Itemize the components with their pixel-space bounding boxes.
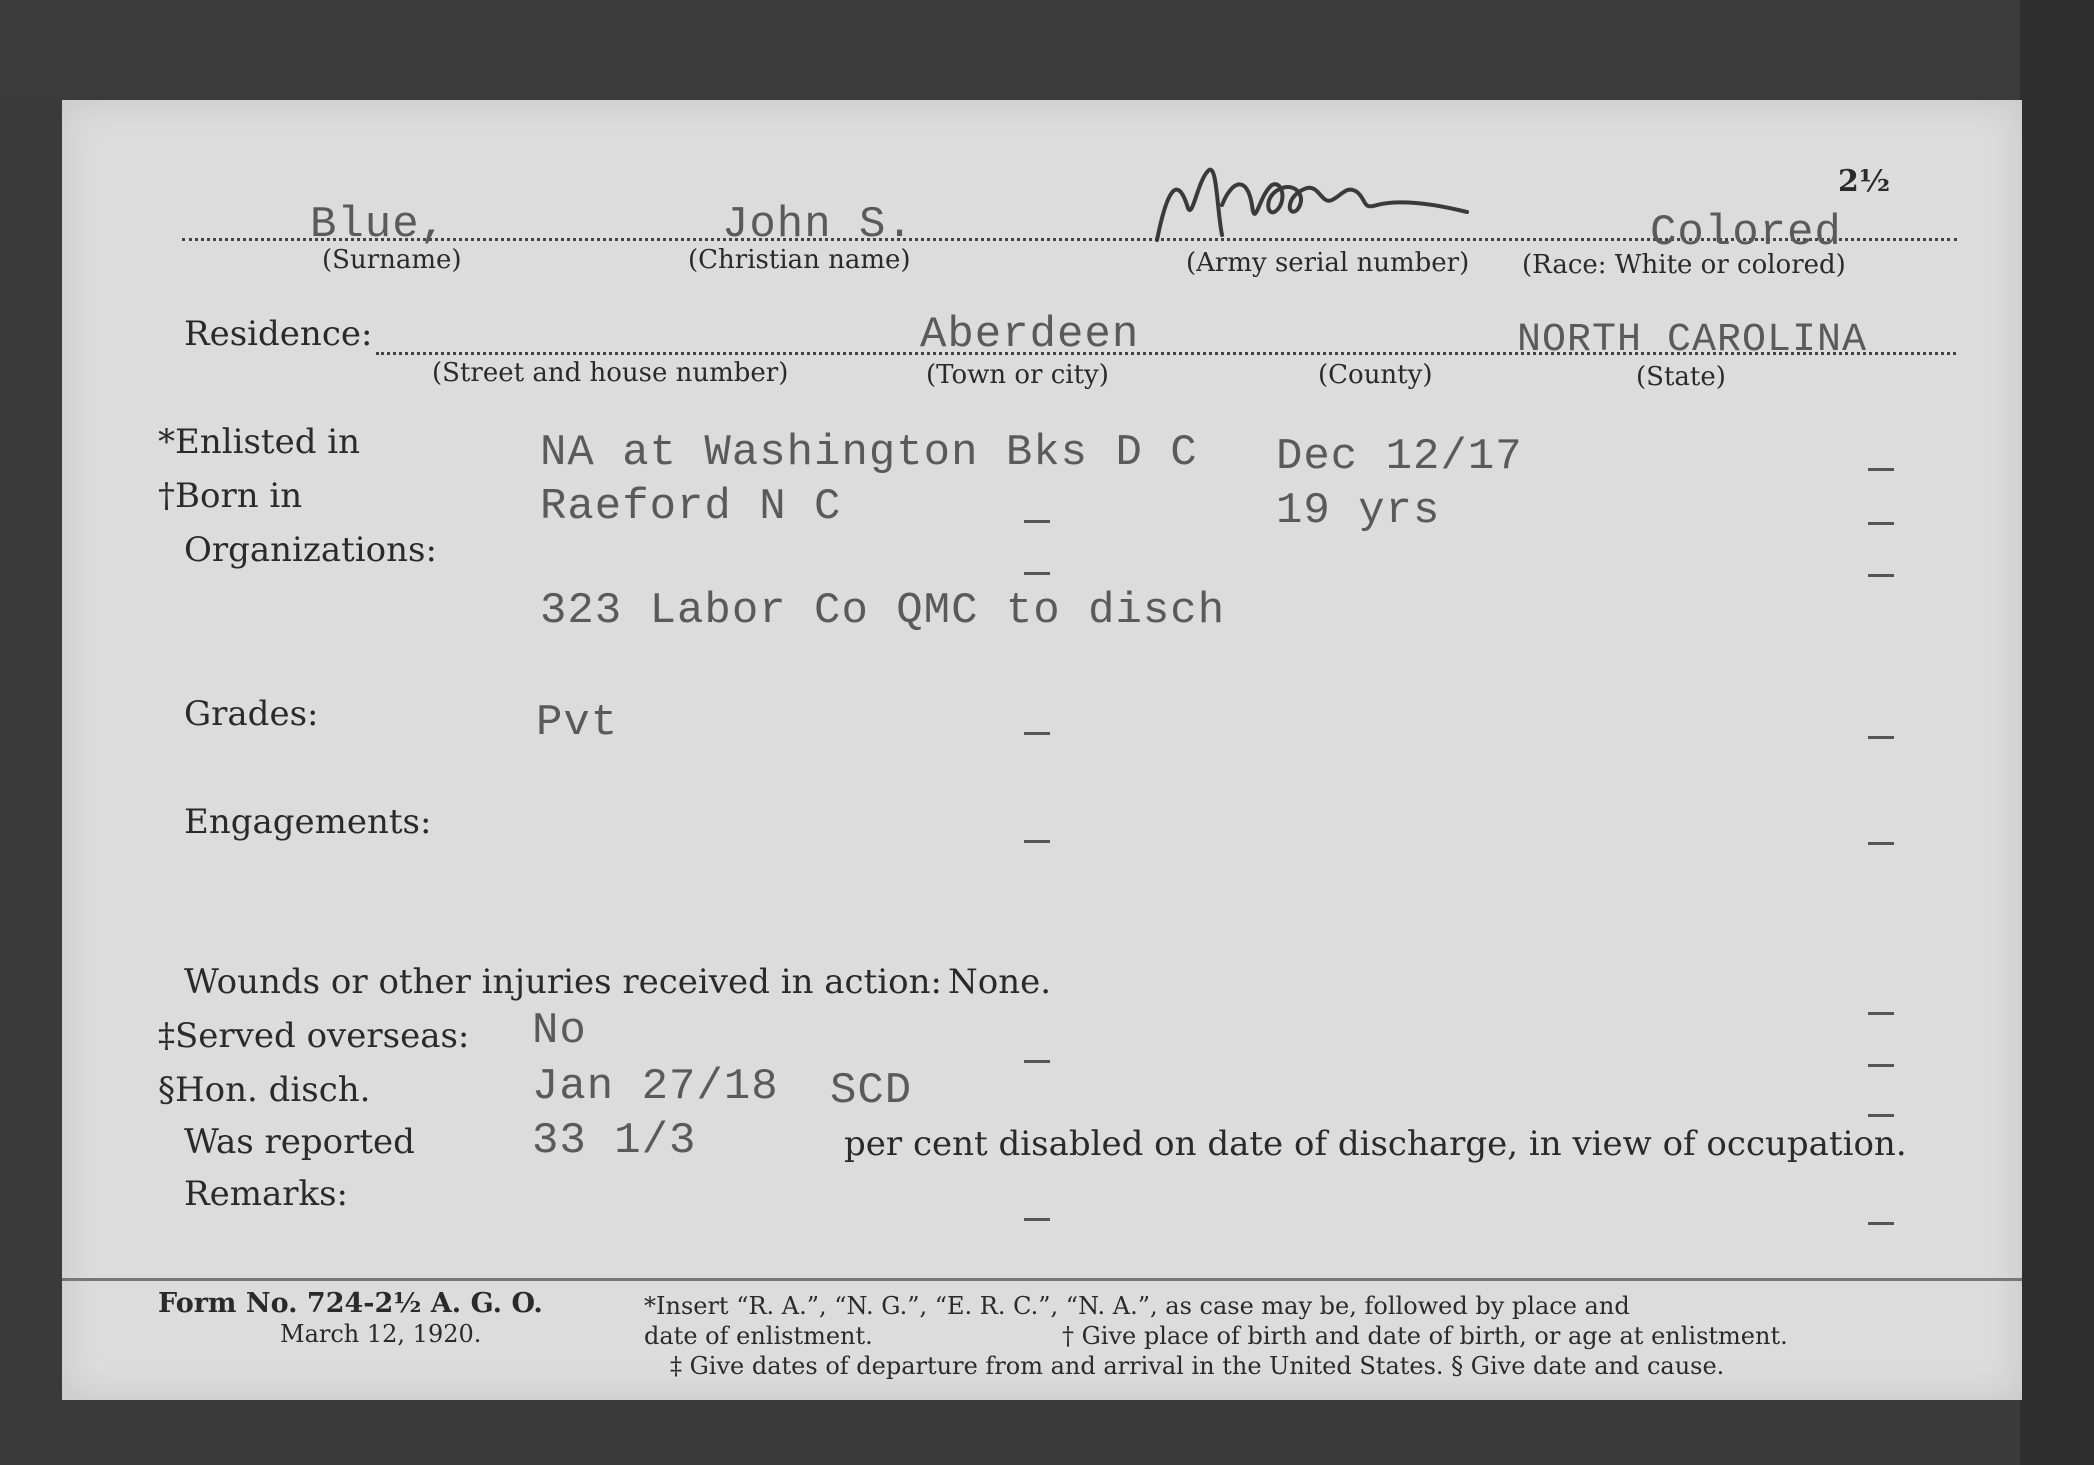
organizations-label: Organizations: — [184, 530, 437, 570]
serial-number-handwritten — [1147, 150, 1487, 264]
form-number: Form No. 724-2½ A. G. O. — [158, 1288, 543, 1319]
town-value: Aberdeen — [920, 310, 1140, 360]
surname-caption: (Surname) — [322, 245, 462, 275]
born-age-value: 19 yrs — [1276, 486, 1441, 536]
christian-name-caption: (Christian name) — [688, 245, 911, 275]
footnote-line-3: ‡ Give dates of departure from and arrival in the United States. § Give date and cause. — [670, 1352, 1725, 1380]
remarks-dash-middle — [1024, 1218, 1050, 1221]
enlisted-dash-right — [1868, 468, 1894, 471]
county-caption: (County) — [1318, 360, 1433, 390]
form-date: March 12, 1920. — [280, 1320, 482, 1348]
grades-dash-middle — [1024, 732, 1050, 735]
grade-value: Pvt — [536, 698, 619, 748]
christian-name-value: John S. — [722, 200, 914, 250]
street-caption: (Street and house number) — [432, 358, 789, 388]
residence-label: Residence: — [184, 314, 373, 354]
disabled-percent-value: 33 1/3 — [532, 1116, 697, 1166]
wounds-value: None. — [948, 962, 1052, 1002]
enlisted-date-value: Dec 12/17 — [1276, 432, 1523, 482]
footnote-line-2b: † Give place of birth and date of birth, or age at enlistment. — [1062, 1322, 1788, 1350]
engagements-dash-right — [1868, 842, 1894, 845]
born-label: †Born in — [158, 476, 303, 516]
footnote-line-1: *Insert “R. A.”, “N. G.”, “E. R. C.”, “N. A.”, as case may be, followed by place and — [644, 1292, 1630, 1320]
serial-caption: (Army serial number) — [1186, 248, 1470, 278]
wounds-label: Wounds or other injuries received in action: — [184, 962, 942, 1002]
scanner-frame-top — [0, 0, 2094, 100]
enlisted-label: *Enlisted in — [158, 422, 361, 462]
race-caption: (Race: White or colored) — [1522, 250, 1846, 280]
hon-disch-label: §Hon. disch. — [158, 1070, 371, 1110]
born-dash-middle — [1024, 520, 1050, 523]
footer-divider — [62, 1278, 2022, 1281]
footnote-line-2a: date of enlistment. — [644, 1322, 873, 1350]
org-dash-middle — [1024, 572, 1050, 575]
overseas-dash-middle — [1024, 1060, 1050, 1063]
hon-disch-cause-value: SCD — [830, 1066, 913, 1116]
engagements-label: Engagements: — [184, 802, 432, 842]
race-value: Colored — [1650, 208, 1842, 258]
born-dash-right — [1868, 522, 1894, 525]
org-dash-right — [1868, 574, 1894, 577]
surname-value: Blue, — [310, 200, 448, 250]
remarks-dash-right — [1868, 1222, 1894, 1225]
remarks-label: Remarks: — [184, 1174, 348, 1214]
service-record-card — [62, 100, 2022, 1400]
grades-dash-right — [1868, 736, 1894, 739]
hon-disch-dash-right — [1868, 1114, 1894, 1117]
engagements-dash-middle — [1024, 840, 1050, 843]
svg-text:Moore: Moore — [1147, 150, 1151, 151]
disabled-text: per cent disabled on date of discharge, in view of occupation. — [844, 1124, 1907, 1164]
state-value: NORTH CAROLINA — [1517, 318, 1868, 363]
overseas-value: No — [532, 1006, 587, 1056]
enlisted-place-value: NA at Washington Bks D C — [540, 428, 1198, 478]
town-caption: (Town or city) — [926, 360, 1109, 390]
organization-value: 323 Labor Co QMC to disch — [540, 586, 1226, 636]
born-place-value: Raeford N C — [540, 482, 842, 532]
overseas-label: ‡Served overseas: — [158, 1016, 470, 1056]
wounds-dash-right — [1868, 1012, 1894, 1015]
state-caption: (State) — [1636, 362, 1726, 392]
corner-number: 2½ — [1838, 164, 1891, 199]
overseas-dash-right — [1868, 1064, 1894, 1067]
was-reported-label: Was reported — [184, 1122, 415, 1162]
scanner-frame-right — [2020, 0, 2094, 1465]
handwritten-moore-signature — [1147, 150, 1487, 260]
hon-disch-date-value: Jan 27/18 — [532, 1062, 779, 1112]
grades-label: Grades: — [184, 694, 319, 734]
